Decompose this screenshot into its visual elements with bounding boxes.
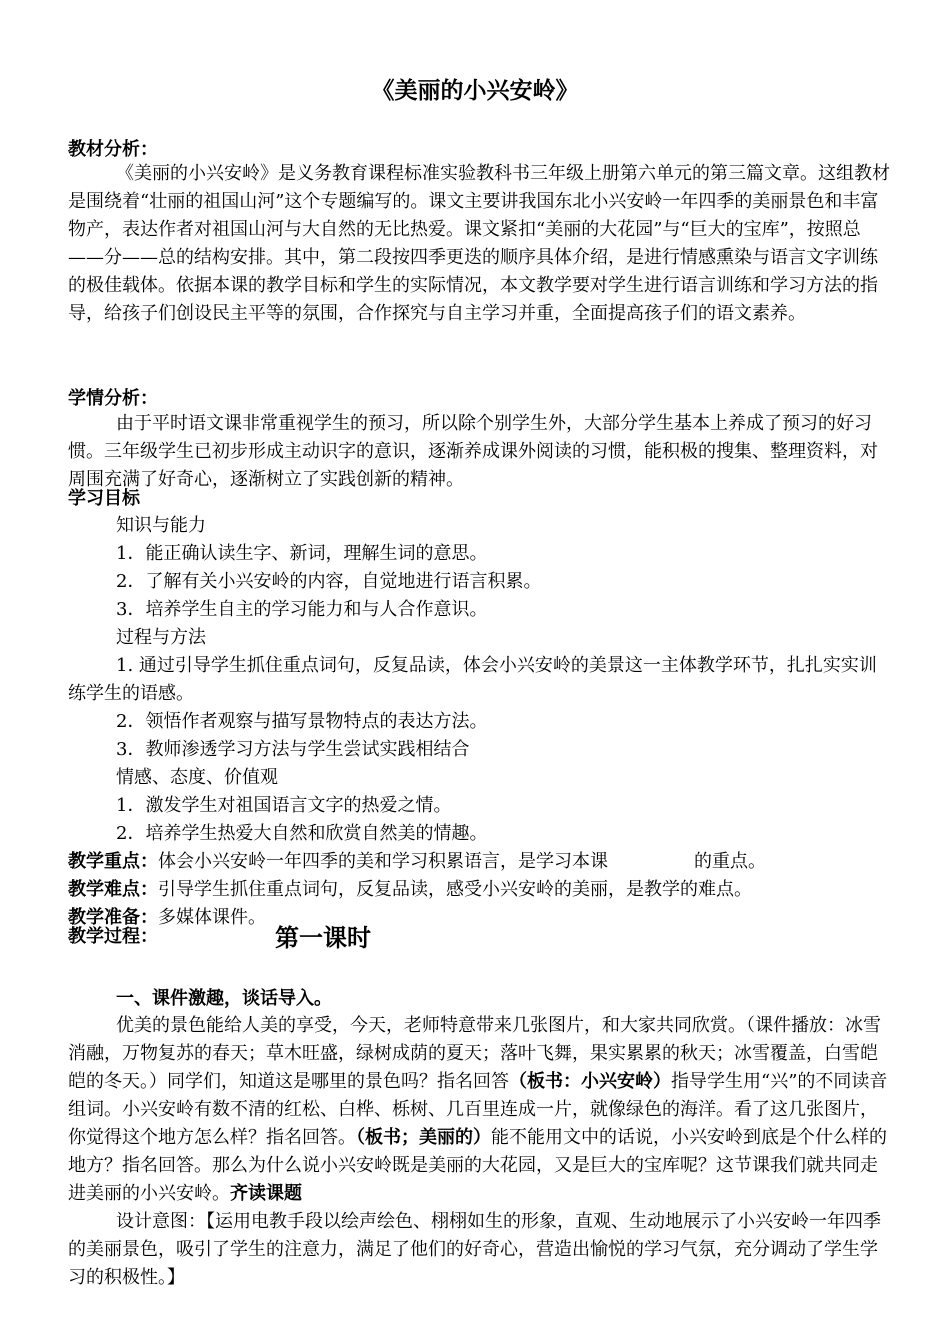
goal-item: 3．培养学生自主的学习能力和与人合作意识。 [116, 599, 488, 620]
goal-item: 3．教师渗透学习方法与学生尝试实践相结合 [116, 739, 470, 760]
lesson-title: 第一课时 [275, 924, 371, 952]
section-one-heading: 一、课件激趣，谈话导入。 [116, 988, 332, 1009]
blackboard-note: （板书；美丽的） [356, 1127, 491, 1148]
teaching-key-label: 教学重点： [68, 851, 158, 872]
teaching-prep-label: 教学准备： [68, 907, 158, 928]
student-analysis-paragraph: 由于平时语文课非常重视学生的预习，所以除个别学生外，大部分学生基本上养成了预习的好习惯。三年级学生已初步形成主动识字的意识，逐渐养成课外阅读的习惯，能积极的搜集、整理资料，对周围充满了好奇心，逐渐树立了实践创新的精神。 [68, 413, 878, 490]
design-intent-paragraph: 设计意图：【运用电教手段以绘声绘色、栩栩如生的形象，直观、生动地展示了小兴安岭一年四季的美丽景色，吸引了学生的注意力，满足了他们的好奇心，营造出愉悦的学习气氛，充分调动了学生学习的积极性。】 [68, 1211, 881, 1288]
teaching-key-text: 体会小兴安岭一年四季的美和学习积累语言，是学习本课 [158, 851, 608, 872]
teaching-difficulty-text: 引导学生抓住重点词句，反复品读，感受小兴安岭的美丽，是教学的难点。 [158, 879, 752, 900]
intro-text: 指导学生用“兴”的不同读音组词。小兴安岭有数不清的红松、白桦、栎树、几百里连成一片，就像绿色的海洋。看了这几张图片，你觉得这个地方怎么样？指名回答。 [68, 1071, 888, 1148]
student-analysis-block [68, 410, 890, 494]
teaching-process-label: 教学过程： [68, 926, 158, 947]
section-one-paragraph [68, 1012, 890, 1208]
teaching-difficulty-label: 教学难点： [68, 879, 158, 900]
goal-item: 2．培养学生热爱大自然和欣赏自然美的情趣。 [116, 823, 488, 844]
goal-item: 1．能正确认读生字、新词，理解生词的意思。 [116, 543, 488, 564]
goal-item: 1. 通过引导学生抓住重点词句，反复品读，体会小兴安岭的美景这一主体教学环节，扎扎实实训练学生的语感。 [68, 655, 877, 704]
teaching-prep-line [68, 904, 890, 932]
learning-goals-block [68, 512, 890, 932]
goal-item: 1．激发学生对祖国语言文字的热爱之情。 [116, 795, 452, 816]
student-analysis-heading: 学情分析： [68, 388, 158, 409]
goal-group-knowledge: 知识与能力 [116, 515, 206, 536]
textbook-analysis-paragraph: 《美丽的小兴安岭》是义务教育课程标准实验教科书三年级上册第六单元的第三篇文章。这组教材是围绕着“壮丽的祖国山河”这个专题编写的。课文主要讲我国东北小兴安岭一年四季的美丽景色和丰富物产，表达作者对祖国山河与大自然的无比热爱。课文紧扣“美丽的大花园”与“巨大的宝库”，按照总——分——总的结构安排。其中，第二段按四季更迭的顺序具体介绍，是进行情感熏染与语言文字训练的极佳载体。依据本课的教学目标和学生的实际情况，本文教学要对学生进行语言训练和学习方法的指导，给孩子们创设民主平等的氛围，合作探究与自主学习并重，全面提高孩子们的语文素养。 [68, 163, 890, 324]
goal-item: 2．领悟作者观察与描写景物特点的表达方法。 [116, 711, 488, 732]
read-title-note: 齐读课题 [230, 1183, 302, 1204]
teaching-difficulty-line [68, 876, 890, 904]
goal-group-process: 过程与方法 [116, 627, 206, 648]
document-title: 《美丽的小兴安岭》 [371, 78, 579, 104]
textbook-analysis-heading: 教材分析： [68, 139, 158, 160]
intro-text: 能不能用文中的话说，小兴安岭到底是个什么样的地方？指名回答。那么为什么说小兴安岭既是美丽的大花园，又是巨大的宝库呢？这节课我们就共同走进美丽的小兴安岭。 [68, 1127, 887, 1204]
intro-text: 优美的景色能给人美的享受，今天，老师特意带来几张图片，和大家共同欣赏。（课件播放：冰雪消融，万物复苏的春天；草木旺盛，绿树成荫的夏天；落叶飞舞，果实累累的秋天；冰雪覆盖，白雪皑皑的冬天。）同学们，知道这是哪里的景色吗？指名回答 [68, 1015, 881, 1092]
blackboard-note: （板书：小兴安岭） [509, 1071, 671, 1092]
section-one-block [68, 1012, 890, 1292]
teaching-prep-text: 多媒体课件。 [158, 907, 266, 928]
teaching-key-text-end: 的重点。 [694, 851, 766, 872]
learning-goals-heading: 学习目标 [68, 488, 140, 509]
textbook-analysis-block [68, 160, 890, 328]
goal-group-emotion: 情感、态度、价值观 [116, 767, 278, 788]
goal-item: 2．了解有关小兴安岭的内容，自觉地进行语言积累。 [116, 571, 542, 592]
teaching-key-line [68, 848, 890, 876]
